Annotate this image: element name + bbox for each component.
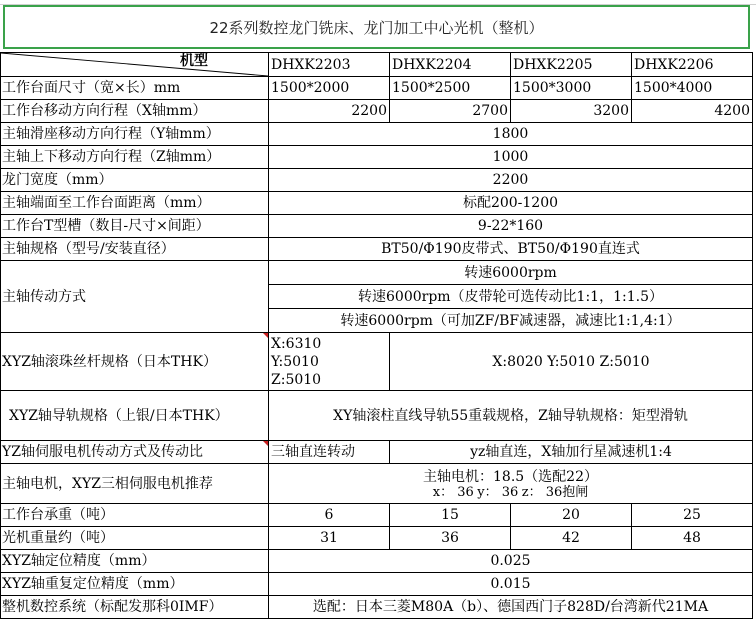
comment-marker-icon <box>263 333 268 338</box>
cell <box>269 333 390 391</box>
table-row <box>1 146 753 169</box>
model-header-cell <box>1 53 269 77</box>
row-label: 主轴滑座移动方向行程（Y轴mm） <box>1 123 269 146</box>
row-label: 工作台移动方向行程（X轴mm） <box>1 100 269 123</box>
cell: 6 <box>269 504 390 527</box>
row-label: 工作台面尺寸（宽×长）mm <box>1 77 269 100</box>
cell: 36 <box>390 527 511 550</box>
table-row <box>1 441 753 464</box>
row-label: 主轴电机，XYZ三相伺服电机推荐 <box>1 464 269 504</box>
row-label: 主轴传动方式 <box>1 261 269 333</box>
row-label: 主轴规格（型号/安装直径） <box>1 238 269 261</box>
cell: yz轴直连，X轴加行星减速机1:4 <box>390 441 753 464</box>
table-row <box>1 215 753 238</box>
row-label: XYZ轴重复定位精度（mm） <box>1 573 269 596</box>
cell: 1500*2500 <box>390 77 511 100</box>
spec-table <box>0 52 753 619</box>
table-row <box>1 261 753 285</box>
model-2205: DHXK2205 <box>511 53 632 77</box>
cell <box>269 464 753 504</box>
model-2206: DHXK2206 <box>632 53 753 77</box>
cell: 1800 <box>269 123 753 146</box>
cell: X:8020 Y:5010 Z:5010 <box>390 333 753 391</box>
row-label: 工作台承重（吨） <box>1 504 269 527</box>
motor-main: 主轴电机：18.5（选配22） <box>423 468 598 485</box>
row-label-text: XYZ轴滚珠丝杆规格（日本THK） <box>2 353 217 370</box>
cell: 转速6000rpm（皮带轮可选传动比1:1，1:1.5） <box>269 285 753 309</box>
cell: BT50/Φ190皮带式、BT50/Φ190直连式 <box>269 238 753 261</box>
row-label: 龙门宽度（mm） <box>1 169 269 192</box>
cell: 转速6000rpm <box>269 261 753 285</box>
motor-y: y： 36 <box>477 484 519 500</box>
cell: 转速6000rpm（可加ZF/BF减速器，减速比1:1,4:1） <box>269 309 753 333</box>
row-label: 主轴端面至工作台面距离（mm） <box>1 192 269 215</box>
row-label <box>1 441 269 464</box>
row-label <box>1 333 269 391</box>
table-row <box>1 596 753 619</box>
cell: 三轴直连转动 <box>269 441 390 464</box>
cell: 标配200-1200 <box>269 192 753 215</box>
motor-x: x： 36 <box>432 484 474 500</box>
cell: 31 <box>269 527 390 550</box>
screw-z: Z:5010 <box>271 371 322 388</box>
cell: 4200 <box>632 100 753 123</box>
diagonal-line <box>1 53 268 76</box>
row-label: XYZ轴导轨规格（上银/日本THK） <box>1 391 269 441</box>
model-2203: DHXK2203 <box>269 53 390 77</box>
row-label-text: YZ轴伺服电机传动方式及传动比 <box>2 444 203 460</box>
table-row <box>1 100 753 123</box>
cell: XY轴滚柱直线导轨55重载规格，Z轴导轨规格：矩型滑轨 <box>269 391 753 441</box>
cell: 1500*3000 <box>511 77 632 100</box>
row-label: 工作台T型槽（数目-尺寸×间距） <box>1 215 269 238</box>
screw-x: X:6310 <box>271 335 322 352</box>
cell: 1500*2000 <box>269 77 390 100</box>
row-label: 主轴上下移动方向行程（Z轴mm） <box>1 146 269 169</box>
cell: 2200 <box>269 100 390 123</box>
cell: 0.015 <box>269 573 753 596</box>
comment-marker-icon <box>263 441 268 446</box>
cell: 48 <box>632 527 753 550</box>
cell: 1000 <box>269 146 753 169</box>
table-row <box>1 123 753 146</box>
cell: 9-22*160 <box>269 215 753 238</box>
page-title: 22系列数控龙门铣床、龙门加工中心光机（整机） <box>209 18 544 37</box>
cell: 2700 <box>390 100 511 123</box>
table-row <box>1 573 753 596</box>
row-label: XYZ轴定位精度（mm） <box>1 550 269 573</box>
row-label: 光机重量约（吨） <box>1 527 269 550</box>
screw-y: Y:5010 <box>271 353 319 370</box>
cell: 3200 <box>511 100 632 123</box>
table-row <box>1 238 753 261</box>
model-2204: DHXK2204 <box>390 53 511 77</box>
cell: 25 <box>632 504 753 527</box>
table-row <box>1 333 753 391</box>
cell: 42 <box>511 527 632 550</box>
cell: 2200 <box>269 169 753 192</box>
table-row <box>1 192 753 215</box>
cell: 15 <box>390 504 511 527</box>
table-row <box>1 550 753 573</box>
table-row <box>1 391 753 441</box>
motor-axes <box>271 486 750 500</box>
cell: 1500*4000 <box>632 77 753 100</box>
table-row <box>1 527 753 550</box>
model-label: 机型 <box>180 53 208 69</box>
table-row <box>1 169 753 192</box>
cell: 选配：日本三菱M80A（b）、德国西门子828D/台湾新代21MA <box>269 596 753 619</box>
row-label: 整机数控系统（标配发那科0IMF） <box>1 596 269 619</box>
cell: 0.025 <box>269 550 753 573</box>
header-row <box>1 53 753 77</box>
title-box <box>3 5 750 49</box>
cell: 20 <box>511 504 632 527</box>
table-row <box>1 504 753 527</box>
table-row <box>1 77 753 100</box>
motor-z: z： 36抱闸 <box>521 484 589 500</box>
table-row <box>1 464 753 504</box>
